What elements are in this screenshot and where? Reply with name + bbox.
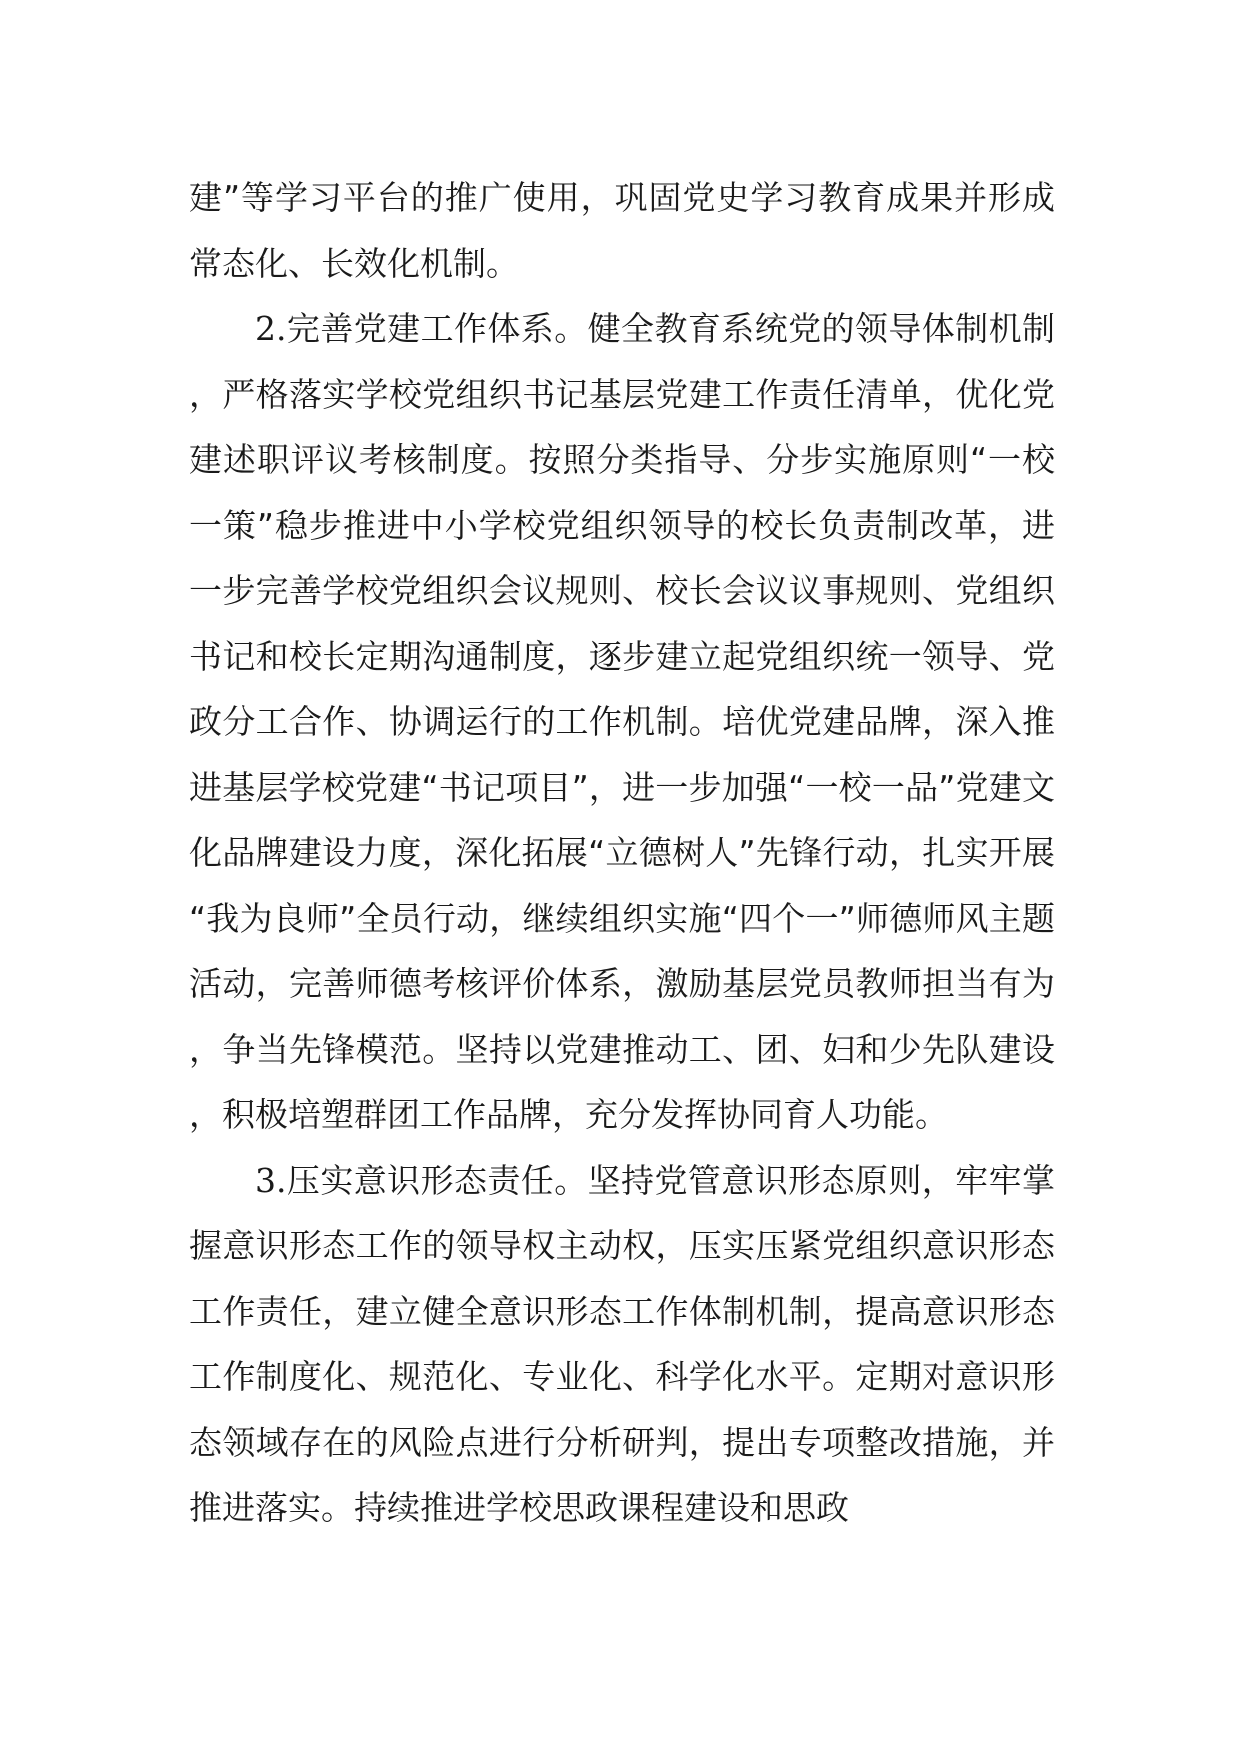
paragraph-text: 压实意识形态责任。坚持党管意识形态原则，牢牢掌握意识形态工作的领导权主动权，压实压紧党组织意识形态工作责任，建立健全意识形态工作体制机制，提高意识形态工作制度化、规范化、专业化、科学化水平。定期对意识形态领域存在的风险点进行分析研判，提出专项整改措施，并推进落实。持续推进学校思政课程建设和思政 bbox=[189, 1160, 1055, 1527]
document-body bbox=[189, 165, 1055, 1541]
paragraph-item-3 bbox=[189, 1148, 1055, 1541]
paragraph-number: 2. bbox=[255, 309, 287, 348]
paragraph-text: 建”等学习平台的推广使用，巩固党史学习教育成果并形成常态化、长效化机制。 bbox=[189, 178, 1055, 283]
paragraph-item-2 bbox=[189, 296, 1055, 1148]
paragraph-text: 完善党建工作体系。健全教育系统党的领导体制机制，严格落实学校党组织书记基层党建工作责任清单，优化党建述职评议考核制度。按照分类指导、分步实施原则“一校一策”稳步推进中小学校党组织领导的校长负责制改革，进一步完善学校党组织会议规则、校长会议议事规则、党组织书记和校长定期沟通制度，逐步建立起党组织统一领导、党政分工合作、协调运行的工作机制。培优党建品牌，深入推进基层学校党建“书记项目”，进一步加强“一校一品”党建文化品牌建设力度，深化拓展“立德树人”先锋行动，扎实开展“我为良师”全员行动，继续组织实施“四个一”师德师风主题活动，完善师德考核评价体系，激励基层党员教师担当有为，争当先锋模范。坚持以党建推动工、团、妇和少先队建设，积极培塑群团工作品牌，充分发挥协同育人功能。 bbox=[189, 309, 1055, 1134]
paragraph-continued bbox=[189, 165, 1055, 296]
paragraph-number: 3. bbox=[255, 1160, 287, 1200]
